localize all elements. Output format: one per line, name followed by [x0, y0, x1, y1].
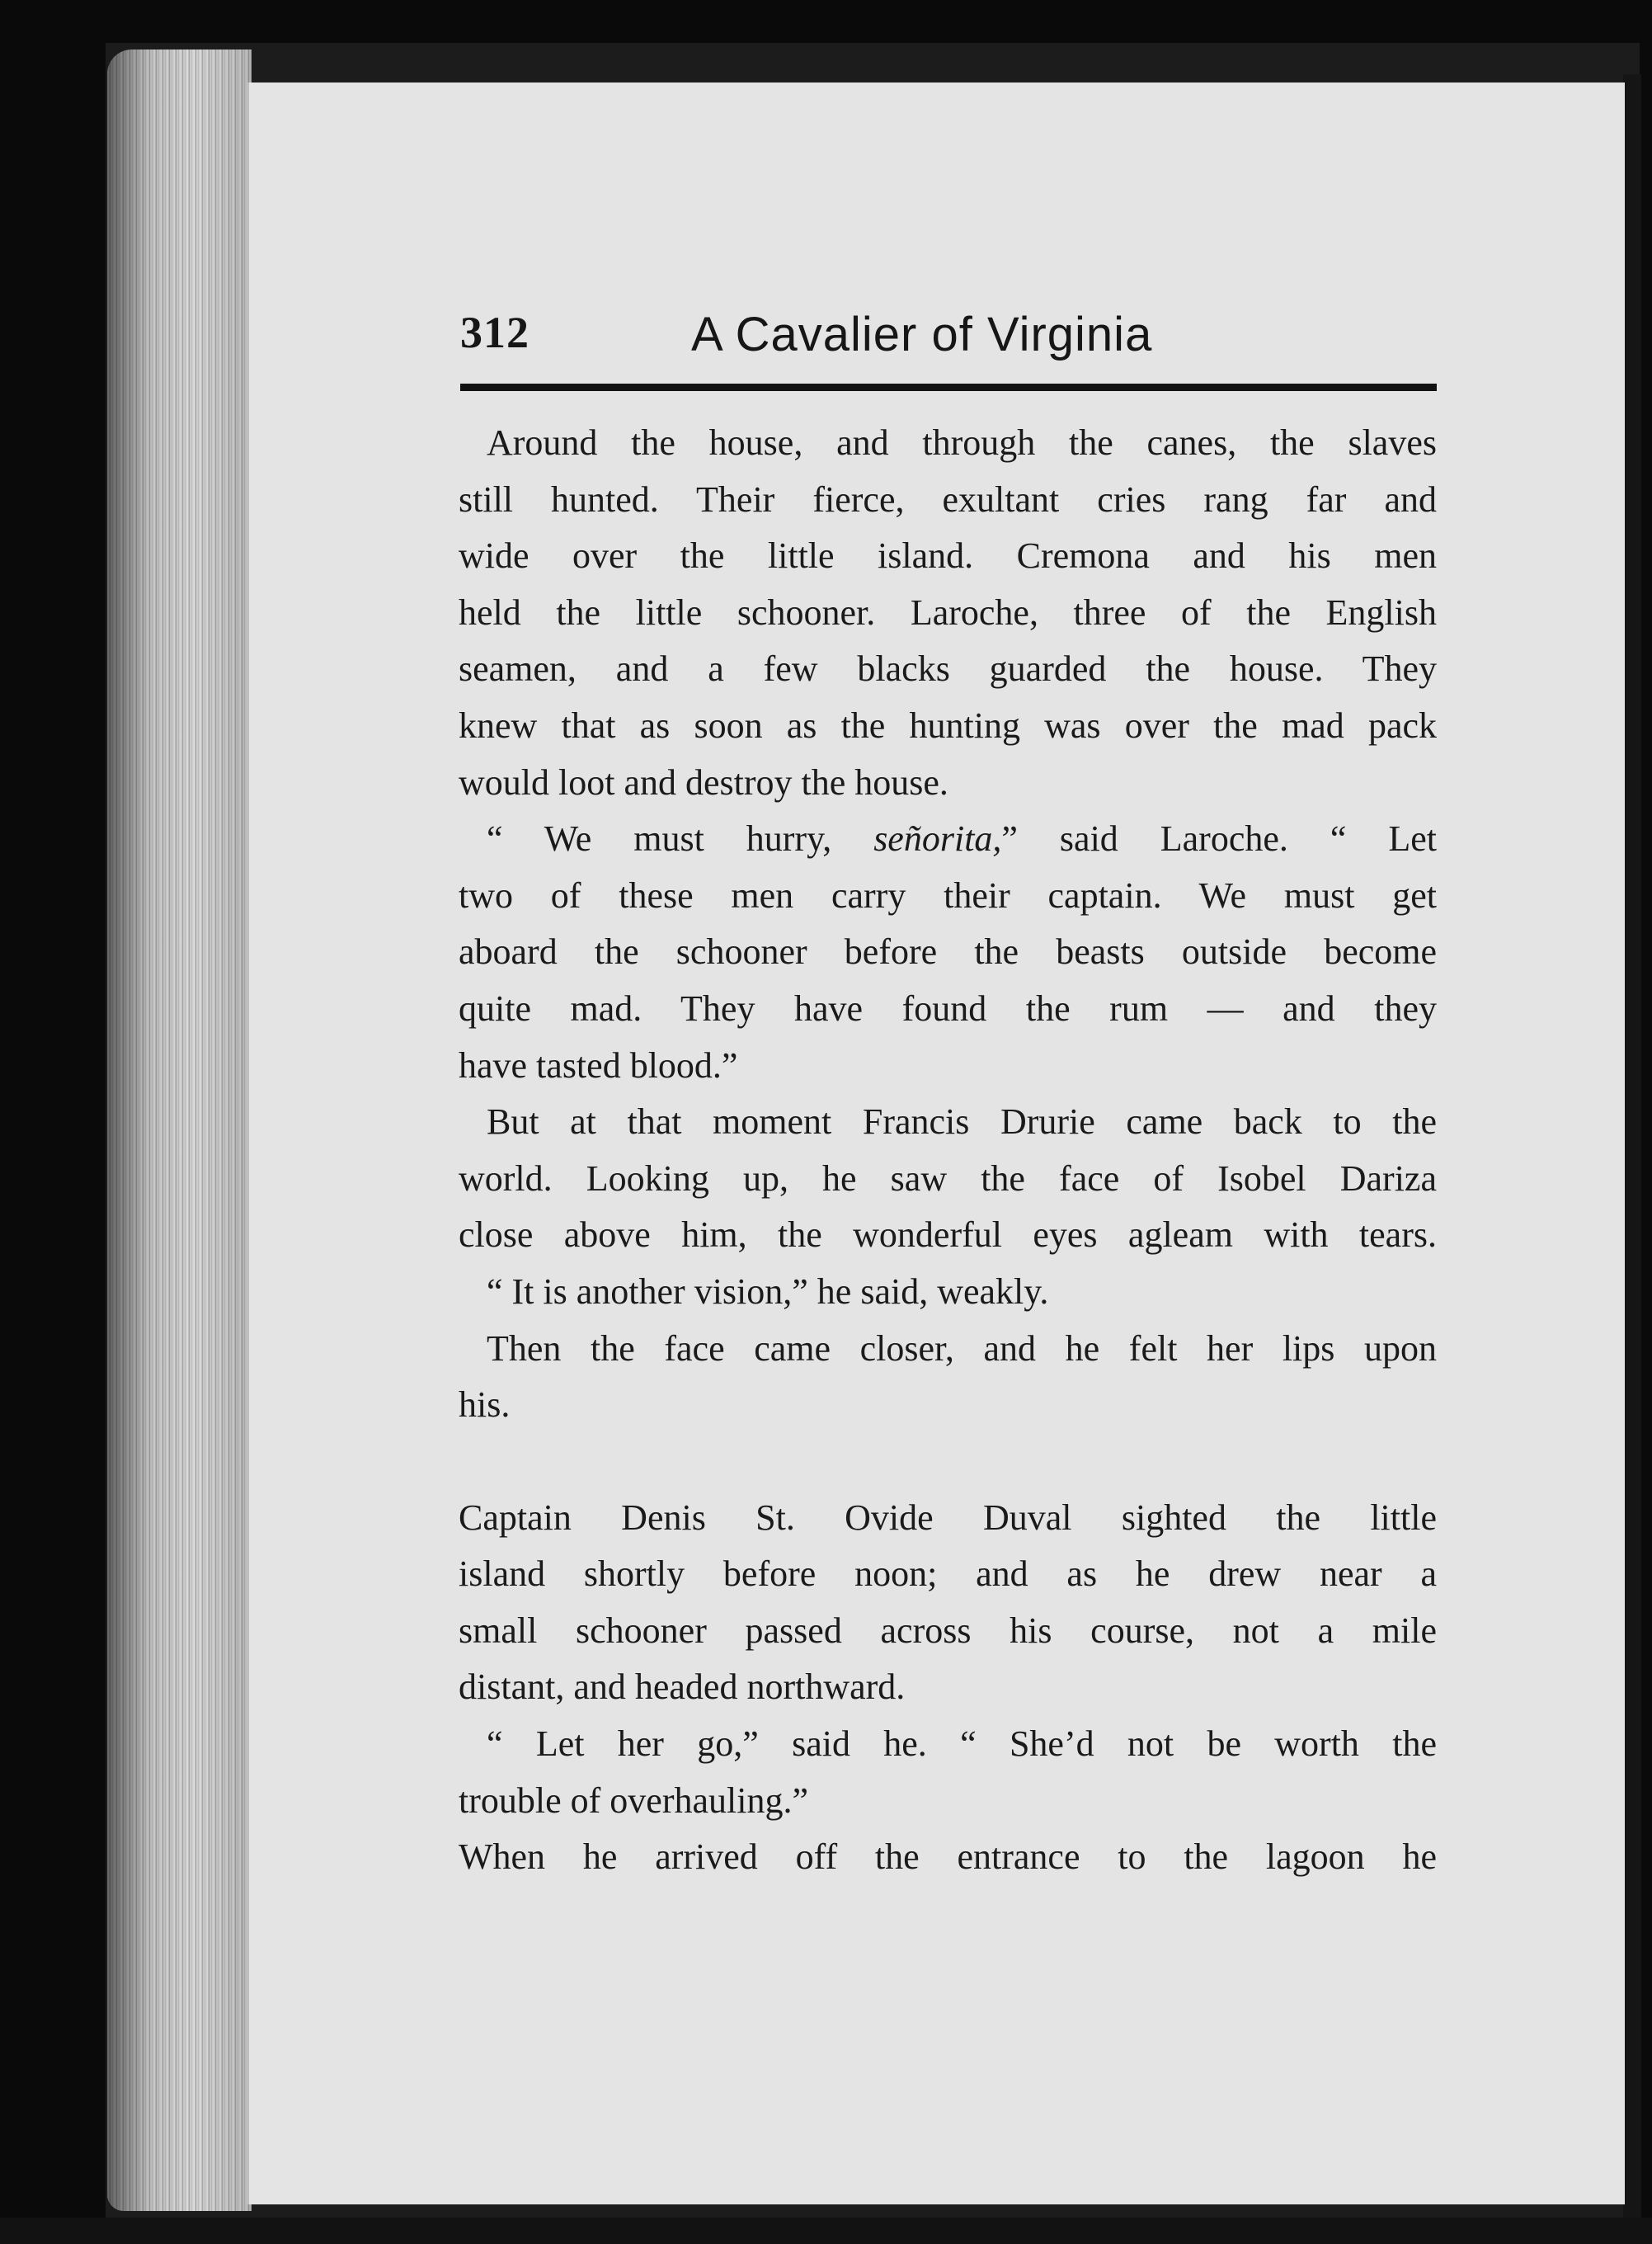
line: world. Looking up, he saw the face of Isobel Dariza — [459, 1157, 1437, 1199]
line: “ It is another vision,” he said, weakly. — [487, 1270, 1049, 1312]
line: two of these men carry their captain. We must get — [459, 874, 1437, 916]
line: wide over the little island. Cremona and his men — [459, 535, 1437, 577]
line: seamen, and a few blacks guarded the house. They — [459, 648, 1437, 690]
line: quite mad. They have found the rum — and they — [459, 988, 1437, 1029]
line: knew that as soon as the hunting was over the mad pack — [459, 705, 1437, 746]
line: Around the house, and through the canes, the slaves — [487, 422, 1437, 463]
line: small schooner passed across his course, not a mile — [459, 1610, 1437, 1651]
line: aboard the schooner before the beasts outside become — [459, 931, 1437, 973]
line: Captain Denis St. Ovide Duval sighted the little — [459, 1497, 1437, 1538]
line: close above him, the wonderful eyes agleam with tears. — [459, 1214, 1437, 1256]
line: “ Let her go,” said he. “ She’d not be worth the — [487, 1723, 1437, 1765]
line: still hunted. Their fierce, exultant cries rang far and — [459, 478, 1437, 520]
italic-word: señorita, — [873, 818, 1002, 860]
running-title: A Cavalier of Virginia — [691, 308, 1153, 361]
line: But at that moment Francis Drurie came back to the — [487, 1101, 1437, 1143]
line: Then the face came closer, and he felt her lips upon — [487, 1327, 1437, 1369]
text-run: ” said Laroche. “ Let — [1001, 818, 1437, 860]
header-rule — [460, 384, 1437, 391]
line: held the little schooner. Laroche, three of the English — [459, 592, 1437, 633]
section-break — [459, 1434, 1437, 1490]
page-fore-edge — [107, 50, 252, 2211]
page-number: 312 — [460, 308, 529, 357]
line: island shortly before noon; and as he drew near a — [459, 1553, 1437, 1595]
line: have tasted blood.” — [459, 1044, 738, 1086]
line: When he arrived off the entrance to the lagoon he — [459, 1836, 1437, 1878]
body-text — [459, 415, 1437, 1886]
line: would loot and destroy the house. — [459, 761, 948, 803]
text-run: “ We must hurry, — [487, 818, 874, 860]
page-header — [460, 307, 1437, 373]
line: distant, and headed northward. — [459, 1666, 906, 1708]
binding-edge — [1623, 74, 1641, 2219]
line — [459, 811, 1437, 868]
line: trouble of overhauling.” — [459, 1780, 808, 1821]
scan-border — [0, 2218, 1652, 2244]
line: his. — [459, 1384, 511, 1426]
